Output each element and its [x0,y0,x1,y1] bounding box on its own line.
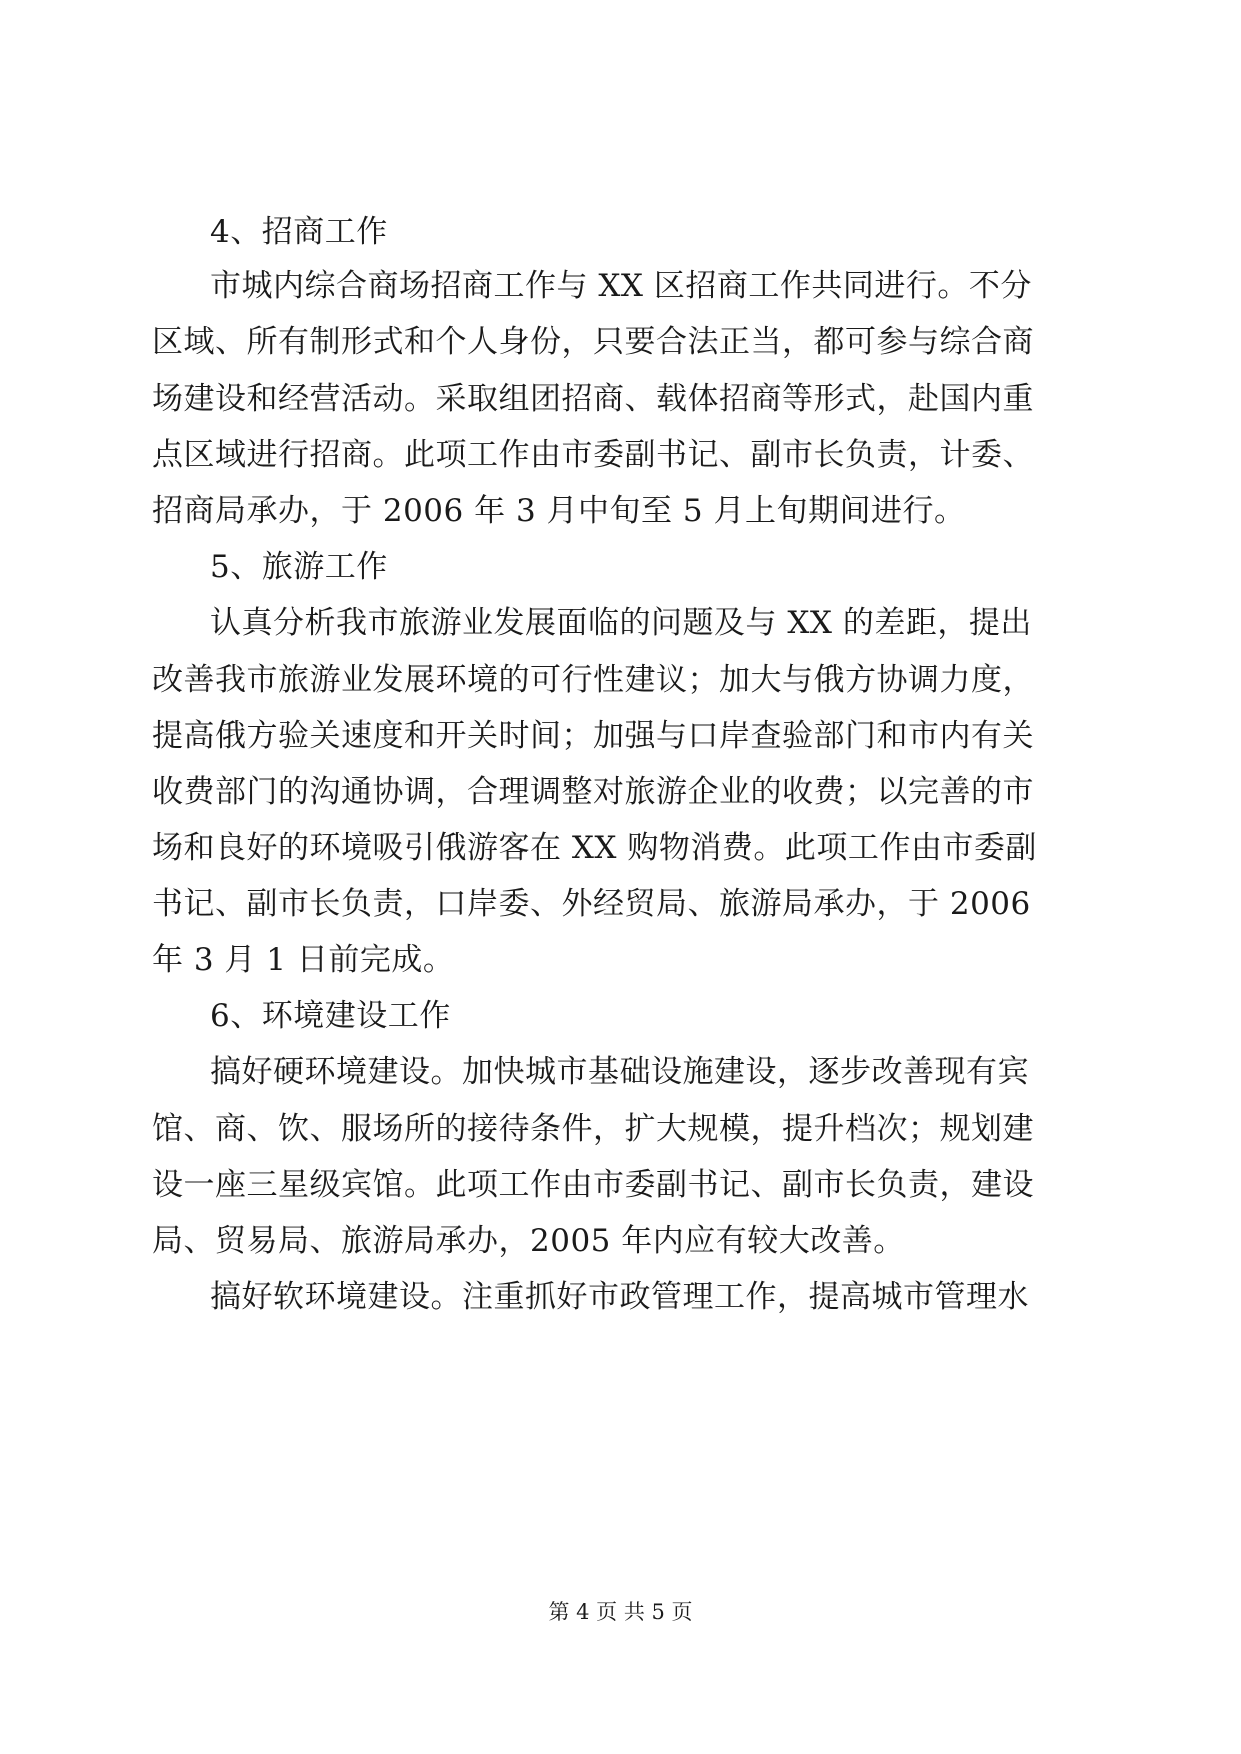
section-heading-investment: 4、招商工作 [210,214,388,250]
paragraph-line: 点区域进行招商。此项工作由市委副书记、副市长负责，计委、 [152,437,1034,473]
paragraph-line: 市城内综合商场招商工作与 XX 区招商工作共同进行。不分 [210,268,1032,304]
paragraph-line: 局、贸易局、旅游局承办，2005 年内应有较大改善。 [152,1223,905,1259]
paragraph-line: 场建设和经营活动。采取组团招商、载体招商等形式，赴国内重 [152,381,1034,417]
paragraph-line: 搞好硬环境建设。加快城市基础设施建设，逐步改善现有宾 [210,1054,1029,1090]
paragraph-line: 年 3 月 1 日前完成。 [152,942,455,978]
paragraph-line: 设一座三星级宾馆。此项工作由市委副书记、副市长负责，建设 [152,1167,1034,1203]
paragraph-line: 区域、所有制形式和个人身份，只要合法正当，都可参与综合商 [152,324,1034,360]
paragraph-line: 招商局承办，于 2006 年 3 月中旬至 5 月上旬期间进行。 [152,493,966,529]
paragraph-line: 场和良好的环境吸引俄游客在 XX 购物消费。此项工作由市委副 [152,830,1037,866]
paragraph-line: 馆、商、饮、服场所的接待条件，扩大规模，提升档次；规划建 [152,1111,1034,1147]
paragraph-line: 搞好软环境建设。注重抓好市政管理工作，提高城市管理水 [210,1279,1029,1315]
paragraph-line: 收费部门的沟通协调，合理调整对旅游企业的收费；以完善的市 [152,774,1034,810]
section-heading-environment: 6、环境建设工作 [210,998,451,1034]
section-heading-tourism: 5、旅游工作 [210,549,388,585]
paragraph-line: 认真分析我市旅游业发展面临的问题及与 XX 的差距，提出 [210,605,1032,641]
page-number-footer: 第 4 页 共 5 页 [548,1600,693,1624]
paragraph-line: 提高俄方验关速度和开关时间；加强与口岸查验部门和市内有关 [152,718,1034,754]
paragraph-line: 书记、副市长负责，口岸委、外经贸局、旅游局承办，于 2006 [152,886,1031,922]
paragraph-line: 改善我市旅游业发展环境的可行性建议；加大与俄方协调力度， [152,662,1034,698]
